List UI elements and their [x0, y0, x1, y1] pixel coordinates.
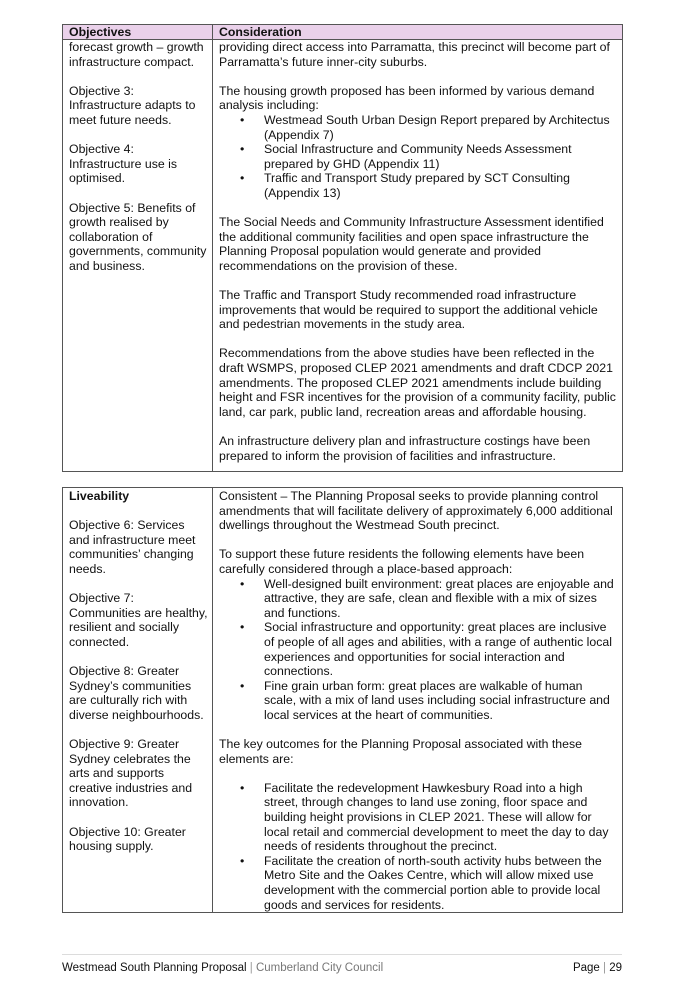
section-heading: Liveability	[69, 489, 130, 503]
list-item: • Westmead South Urban Design Report prepared by Architectus (Appendix 7)	[264, 113, 616, 142]
key-outcomes-list	[219, 781, 616, 912]
objective-6: Objective 6: Services and infrastructure meet communities’ changing needs.	[69, 518, 196, 576]
page-number-info	[573, 961, 622, 976]
list-item: • Social Infrastructure and Community Needs Assessment prepared by GHD (Appendix 11)	[264, 142, 616, 171]
header-consideration: Consideration	[213, 25, 623, 40]
list-item: • Traffic and Transport Study prepared by SCT Consulting (Appendix 13)	[264, 171, 616, 200]
consideration-para-5: Recommendations from the above studies have been reflected in the draft WSMPS, proposed CLEP 2021 amendments and draft CDCP 2021 amendments. The proposed CLEP 2021 amendments include building height and FSR incentives for the provision of a community facility, public land, car park, public land, recreation areas and affordable housing.	[219, 346, 616, 419]
organisation-name: Cumberland City Council	[255, 962, 384, 974]
objective-4: Objective 4: Infrastructure use is optimised.	[69, 142, 177, 186]
footer-separator: |	[249, 962, 253, 974]
page-separator: |	[603, 962, 606, 974]
liveability-objectives-cell	[63, 488, 213, 913]
consideration-para-6: An infrastructure delivery plan and infrastructure costings have been prepared to inform the provision of facilities and infrastructure.	[219, 434, 591, 463]
objectives-cell	[63, 40, 213, 472]
objective-8: Objective 8: Greater Sydney’s communities are culturally rich with diverse neighbourhoods.	[69, 664, 204, 722]
document-title: Westmead South Planning Proposal	[62, 962, 247, 974]
list-item: • Well-designed built environment: great places are enjoyable and attractive, they are safe, clean and flexible with a mix of sizes and functions.	[264, 577, 616, 621]
footer-document-info	[62, 961, 383, 976]
list-item: • Fine grain urban form: great places are walkable of human scale, with a mix of land uses including social infrastructure and local services at the heart of communities.	[264, 679, 616, 723]
objective-10: Objective 10: Greater housing supply.	[69, 824, 186, 854]
objective-5: Objective 5: Benefits of growth realised by collaboration of governments, community and business.	[69, 200, 207, 273]
objective-3: Objective 3: Infrastructure adapts to meet future needs.	[69, 83, 196, 127]
objectives-table	[62, 24, 623, 472]
consideration-para-2: To support these future residents the following elements have been carefully considered through a place-based approach:	[219, 547, 585, 576]
consideration-cell	[213, 40, 623, 472]
footer-divider	[62, 954, 622, 955]
liveability-consideration-cell	[213, 488, 623, 913]
list-item: • Facilitate the creation of north-south activity hubs between the Metro Site and the Oakes Centre, which will allow mixed use development with the commercial portion able to provide local goods and services for residents.	[264, 854, 616, 912]
demand-analysis-list	[219, 113, 616, 201]
objective-continued: forecast growth – growth infrastructure compact.	[69, 40, 204, 69]
consideration-para-3: The key outcomes for the Planning Proposal associated with these elements are:	[219, 737, 582, 766]
page-number: 29	[609, 962, 622, 974]
consideration-para-1: providing direct access into Parramatta, this precinct will become part of Parramatta’s future inner-city suburbs.	[219, 40, 610, 69]
consideration-para-1: Consistent – The Planning Proposal seeks to provide planning control amendments that will facilitate delivery of approximately 6,000 additional dwellings throughout the Westmead South precinct.	[219, 489, 613, 533]
consideration-para-2: The housing growth proposed has been informed by various demand analysis including:	[219, 83, 595, 113]
liveability-table	[62, 487, 623, 913]
consideration-para-4: The Traffic and Transport Study recommended road infrastructure improvements that would be required to support the additional vehicle and pedestrian movements in the study area.	[219, 288, 598, 332]
objective-7: Objective 7: Communities are healthy, resilient and socially connected.	[69, 591, 208, 649]
header-objectives: Objectives	[63, 25, 213, 40]
place-based-list	[219, 577, 616, 723]
objective-9: Objective 9: Greater Sydney celebrates the arts and supports creative industries and innovation.	[69, 737, 193, 810]
consideration-para-3: The Social Needs and Community Infrastructure Assessment identified the additional community facilities and open space infrastructure the Planning Proposal population would generate and provided recommendations on the provision of these.	[219, 215, 604, 273]
list-item: • Social infrastructure and opportunity: great places are inclusive of people of all ages and abilities, with a range of authentic local experiences and opportunities for social interaction and connections.	[264, 620, 616, 678]
page-label: Page	[572, 962, 600, 974]
list-item: • Facilitate the redevelopment Hawkesbury Road into a high street, through changes to land use zoning, floor space and building height provisions in CLEP 2021. These will allow for local retail and commercial development to meet the day to day needs of residents throughout the precinct.	[264, 781, 616, 854]
